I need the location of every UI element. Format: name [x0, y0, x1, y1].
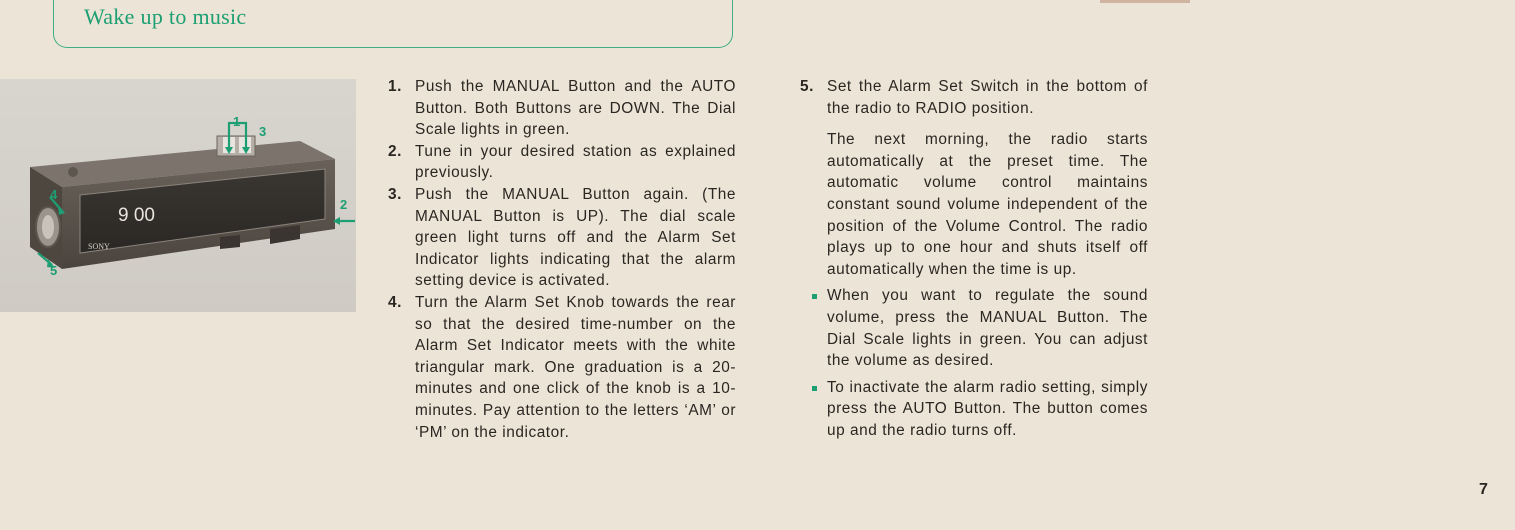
bullet-marker-icon [800, 377, 827, 442]
clock-display: 9 00 [118, 205, 155, 226]
step-number: 2. [388, 142, 402, 160]
callout-1: 1 [233, 114, 241, 129]
step-text: Push the MANUAL Button and the AUTO Button. Both Buttons are DOWN. The Dial Scale lights in green. [415, 78, 736, 139]
bullet-text: To inactivate the alarm radio setting, simply press the AUTO Button. The button comes up and the radio turns off. [827, 378, 1148, 439]
description-paragraph: The next morning, the radio starts automatically at the preset time. The automatic volume control maintains constant sound volume independent of the position of the Volume Control. The radio plays up to one hour and shuts itself off automatically when the time is up. [827, 131, 1148, 278]
step-2 [388, 141, 736, 184]
title-frame [53, 0, 733, 48]
note-bullet-1 [800, 285, 1148, 371]
section-title: Wake up to music [84, 4, 247, 29]
step-number: 3. [388, 185, 402, 203]
step-text: Push the MANUAL Button again. (The MANUAL Button is UP). The dial scale green light turns off and the Alarm Set Indicator lights indicating that the alarm setting device is activated. [415, 185, 736, 290]
callout-5: 5 [50, 263, 58, 278]
callout-2: 2 [340, 197, 348, 212]
step-5 [800, 76, 1148, 119]
instructions-column-right [800, 76, 1148, 442]
instructions-column-left [388, 76, 736, 443]
step-text: Turn the Alarm Set Knob towards the rear so that the desired time-number on the Alarm Set Indicator meets with the white triangular mark. One graduation is a 20-minutes and one click of the knob is a 10-minutes. Pay attention to the letters ‘AM’ or ‘PM’ on the indicator. [415, 293, 736, 441]
bullet-text: When you want to regulate the sound volume, press the MANUAL Button. The Dial Scale lights in green. You can adjust the volume as desired. [827, 287, 1148, 370]
callout-4: 4 [50, 187, 58, 202]
callout-3: 3 [259, 124, 267, 139]
page-number: 7 [1479, 481, 1488, 498]
step-1 [388, 76, 736, 141]
step-3 [388, 184, 736, 292]
step-text: Tune in your desired station as explained previously. [415, 142, 736, 182]
paper-edge-mark [1100, 0, 1190, 3]
step-text: Set the Alarm Set Switch in the bottom of the radio to RADIO position. [827, 78, 1148, 117]
note-bullet-2 [800, 377, 1148, 442]
radio-photo [0, 79, 356, 312]
step-number: 4. [388, 293, 402, 311]
brand-logo: SONY [88, 242, 110, 251]
step-number: 5. [800, 78, 814, 95]
bullet-marker-icon [800, 285, 827, 371]
step-number: 1. [388, 78, 402, 95]
step-4 [388, 292, 736, 443]
